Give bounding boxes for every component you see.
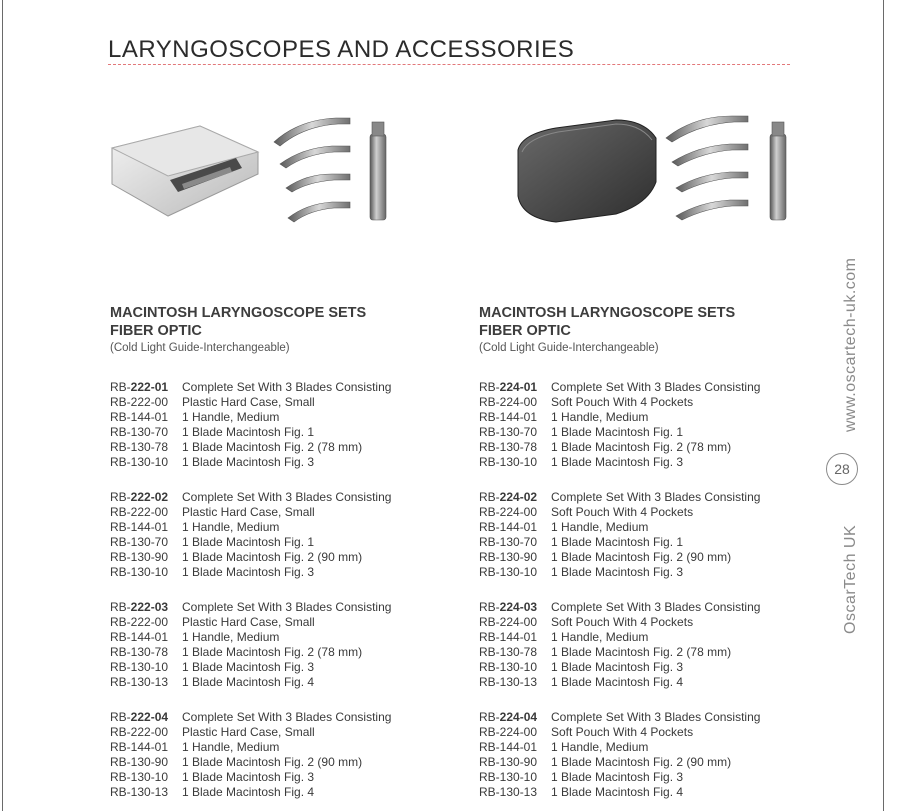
item-code [110, 660, 182, 675]
kit-row [479, 550, 809, 565]
kit-block [110, 600, 440, 690]
item-description: 1 Blade Macintosh Fig. 4 [551, 785, 684, 799]
item-code-prefix: RB-130-10 [479, 770, 538, 784]
kit-row [479, 770, 809, 785]
item-description: 1 Blade Macintosh Fig. 1 [182, 425, 315, 439]
item-code [110, 770, 182, 785]
kit-row [479, 455, 809, 470]
item-code-prefix: RB-130-90 [110, 550, 169, 564]
section-heading: MACINTOSH LARYNGOSCOPE SETS [110, 305, 367, 321]
kit-block [110, 380, 440, 470]
kit-row [479, 600, 809, 615]
item-code [479, 565, 551, 580]
item-description: 1 Blade Macintosh Fig. 3 [551, 770, 684, 784]
item-description: 1 Handle, Medium [551, 520, 649, 534]
item-code [479, 505, 551, 520]
kit-row [110, 615, 440, 630]
item-code [479, 725, 551, 740]
item-code-prefix: RB-222-00 [110, 725, 169, 739]
set-code: 224-04 [499, 710, 538, 724]
item-code-prefix: RB-130-13 [110, 675, 169, 689]
section-subheading: FIBER OPTIC [110, 323, 202, 339]
item-code [110, 410, 182, 425]
kit-row [479, 380, 809, 395]
kit-row [479, 490, 809, 505]
item-code-prefix: RB-130-78 [479, 440, 538, 454]
kit-row [479, 520, 809, 535]
kit-row [110, 505, 440, 520]
item-description: Soft Pouch With 4 Pockets [551, 505, 694, 519]
item-description: Complete Set With 3 Blades Consisting [551, 600, 761, 614]
item-code-prefix: RB-130-10 [479, 565, 538, 579]
kit-row [479, 505, 809, 520]
item-description: Plastic Hard Case, Small [182, 615, 315, 629]
item-description: 1 Blade Macintosh Fig. 2 (90 mm) [551, 755, 732, 769]
item-code-prefix: RB-130-78 [110, 440, 169, 454]
item-code [110, 755, 182, 770]
item-code [110, 710, 182, 725]
sidebar-website: www.oscartech-uk.com [842, 257, 859, 432]
item-code-prefix: RB-130-13 [479, 785, 538, 799]
item-code-prefix: RB-144-01 [110, 630, 169, 644]
item-description: Plastic Hard Case, Small [182, 505, 315, 519]
item-code-prefix: RB- [479, 710, 500, 724]
item-code [479, 425, 551, 440]
item-code-prefix: RB-144-01 [479, 520, 538, 534]
item-code [110, 565, 182, 580]
soft-pouch-set-image [516, 112, 816, 232]
item-description: 1 Blade Macintosh Fig. 2 (78 mm) [182, 440, 363, 454]
item-description: Soft Pouch With 4 Pockets [551, 395, 694, 409]
kit-row [479, 645, 809, 660]
item-description: 1 Blade Macintosh Fig. 1 [182, 535, 315, 549]
kit-row [110, 380, 440, 395]
item-code-prefix: RB-130-13 [110, 785, 169, 799]
item-code [479, 600, 551, 615]
item-code [479, 490, 551, 505]
item-description: 1 Handle, Medium [551, 630, 649, 644]
item-code [479, 550, 551, 565]
item-description: Complete Set With 3 Blades Consisting [551, 710, 761, 724]
kit-row [479, 615, 809, 630]
item-code-prefix: RB-224-00 [479, 395, 538, 409]
kit-row [110, 710, 440, 725]
kit-row [479, 660, 809, 675]
item-description: 1 Blade Macintosh Fig. 4 [551, 675, 684, 689]
item-code [110, 785, 182, 800]
item-description: 1 Blade Macintosh Fig. 3 [551, 660, 684, 674]
page-number: 28 [826, 453, 858, 485]
item-code-prefix: RB-224-00 [479, 505, 538, 519]
set-code: 222-02 [130, 490, 169, 504]
section-note: (Cold Light Guide-Interchangeable) [479, 342, 659, 354]
item-description: 1 Blade Macintosh Fig. 2 (78 mm) [551, 440, 732, 454]
kit-row [479, 395, 809, 410]
set-code: 224-02 [499, 490, 538, 504]
item-description: 1 Blade Macintosh Fig. 4 [182, 675, 315, 689]
item-description: Complete Set With 3 Blades Consisting [182, 710, 392, 724]
product-section-right [479, 304, 809, 800]
set-code: 224-01 [499, 380, 538, 394]
item-description: Complete Set With 3 Blades Consisting [182, 380, 392, 394]
item-code-prefix: RB-130-78 [479, 645, 538, 659]
item-description: 1 Handle, Medium [182, 410, 280, 424]
kit-row [479, 675, 809, 690]
item-description: 1 Blade Macintosh Fig. 3 [551, 455, 684, 469]
item-code [110, 395, 182, 410]
item-code-prefix: RB-130-70 [479, 425, 538, 439]
kit-block [479, 600, 809, 690]
item-description: 1 Blade Macintosh Fig. 3 [182, 660, 315, 674]
item-description: 1 Blade Macintosh Fig. 3 [182, 565, 315, 579]
kit-row [110, 520, 440, 535]
item-code [479, 440, 551, 455]
kit-row [479, 440, 809, 455]
kit-row [479, 535, 809, 550]
kit-row [110, 660, 440, 675]
kit-row [110, 740, 440, 755]
set-code: 222-04 [130, 710, 169, 724]
item-code [479, 455, 551, 470]
kit-row [110, 410, 440, 425]
hard-case-set-image [108, 112, 408, 232]
kit-row [110, 455, 440, 470]
kit-row [110, 675, 440, 690]
item-code-prefix: RB-144-01 [110, 520, 169, 534]
item-code [110, 740, 182, 755]
item-code-prefix: RB-130-10 [110, 660, 169, 674]
kit-row [110, 770, 440, 785]
item-code-prefix: RB-130-10 [110, 770, 169, 784]
item-code-prefix: RB-144-01 [110, 740, 169, 754]
item-code [479, 660, 551, 675]
item-description: 1 Blade Macintosh Fig. 3 [551, 565, 684, 579]
item-code-prefix: RB-130-10 [110, 565, 169, 579]
item-description: 1 Blade Macintosh Fig. 1 [551, 425, 684, 439]
kit-row [110, 490, 440, 505]
item-code [110, 425, 182, 440]
item-description: 1 Blade Macintosh Fig. 2 (78 mm) [182, 645, 363, 659]
kit-row [479, 565, 809, 580]
item-code-prefix: RB-130-70 [479, 535, 538, 549]
item-description: Soft Pouch With 4 Pockets [551, 725, 694, 739]
kit-row [110, 630, 440, 645]
item-code-prefix: RB-130-13 [479, 675, 538, 689]
item-code [110, 535, 182, 550]
item-code-prefix: RB-130-70 [110, 535, 169, 549]
item-code-prefix: RB-222-00 [110, 395, 169, 409]
kit-row [110, 725, 440, 740]
set-code: 224-03 [499, 600, 538, 614]
item-code [110, 490, 182, 505]
item-code-prefix: RB-130-10 [479, 660, 538, 674]
item-code [110, 615, 182, 630]
kit-row [479, 425, 809, 440]
item-code-prefix: RB-144-01 [479, 740, 538, 754]
item-code-prefix: RB-144-01 [479, 410, 538, 424]
kit-row [110, 785, 440, 800]
item-code-prefix: RB-224-00 [479, 725, 538, 739]
kit-row [479, 785, 809, 800]
kit-row [479, 710, 809, 725]
item-code-prefix: RB-130-90 [479, 550, 538, 564]
item-description: 1 Handle, Medium [182, 630, 280, 644]
item-code [110, 630, 182, 645]
item-description: Plastic Hard Case, Small [182, 395, 315, 409]
item-code-prefix: RB-130-78 [110, 645, 169, 659]
section-subheading: FIBER OPTIC [479, 323, 571, 339]
kit-row [110, 425, 440, 440]
item-code-prefix: RB-130-90 [479, 755, 538, 769]
item-code [110, 675, 182, 690]
page-title: LARYNGOSCOPES AND ACCESSORIES [108, 36, 575, 64]
item-description: 1 Blade Macintosh Fig. 2 (78 mm) [551, 645, 732, 659]
set-code: 222-03 [130, 600, 169, 614]
item-code-prefix: RB-144-01 [479, 630, 538, 644]
item-code [479, 645, 551, 660]
item-code [110, 440, 182, 455]
kit-row [110, 645, 440, 660]
item-description: 1 Blade Macintosh Fig. 4 [182, 785, 315, 799]
item-description: 1 Blade Macintosh Fig. 1 [551, 535, 684, 549]
item-code-prefix: RB- [479, 600, 500, 614]
kit-row [479, 725, 809, 740]
item-code-prefix: RB-144-01 [110, 410, 169, 424]
kit-row [479, 755, 809, 770]
kit-row [110, 440, 440, 455]
item-code-prefix: RB-130-10 [479, 455, 538, 469]
item-description: 1 Blade Macintosh Fig. 3 [182, 770, 315, 784]
kit-row [110, 600, 440, 615]
item-code [110, 645, 182, 660]
item-code [110, 520, 182, 535]
kit-block [479, 490, 809, 580]
item-code [479, 395, 551, 410]
item-code [479, 615, 551, 630]
item-description: Complete Set With 3 Blades Consisting [182, 600, 392, 614]
item-code [110, 505, 182, 520]
kit-block [110, 490, 440, 580]
kit-row [479, 410, 809, 425]
sidebar-brand: OscarTech UK [842, 524, 859, 634]
item-description: Complete Set With 3 Blades Consisting [551, 380, 761, 394]
kit-block [110, 710, 440, 800]
kit-row [110, 535, 440, 550]
item-code-prefix: RB-130-10 [110, 455, 169, 469]
kit-row [110, 755, 440, 770]
item-code [479, 710, 551, 725]
item-description: Complete Set With 3 Blades Consisting [182, 490, 392, 504]
item-code [110, 600, 182, 615]
kit-row [110, 565, 440, 580]
item-description: 1 Blade Macintosh Fig. 3 [182, 455, 315, 469]
kit-list [110, 380, 440, 800]
item-description: 1 Handle, Medium [182, 520, 280, 534]
item-code [479, 675, 551, 690]
item-code [479, 380, 551, 395]
item-code [110, 380, 182, 395]
kit-row [110, 550, 440, 565]
section-heading: MACINTOSH LARYNGOSCOPE SETS [479, 305, 736, 321]
item-code [479, 785, 551, 800]
item-code [479, 410, 551, 425]
item-code-prefix: RB-130-70 [110, 425, 169, 439]
item-code-prefix: RB-224-00 [479, 615, 538, 629]
item-code-prefix: RB- [110, 380, 131, 394]
item-code-prefix: RB-222-00 [110, 505, 169, 519]
product-section-left [110, 304, 440, 800]
title-divider [108, 64, 790, 65]
kit-row [110, 395, 440, 410]
section-note: (Cold Light Guide-Interchangeable) [110, 342, 290, 354]
item-code [479, 630, 551, 645]
kit-row [479, 740, 809, 755]
item-code [110, 725, 182, 740]
item-description: Complete Set With 3 Blades Consisting [551, 490, 761, 504]
item-description: 1 Handle, Medium [551, 410, 649, 424]
item-description: 1 Blade Macintosh Fig. 2 (90 mm) [182, 755, 363, 769]
item-code [479, 520, 551, 535]
kit-list [479, 380, 809, 800]
item-code [479, 740, 551, 755]
kit-row [479, 630, 809, 645]
item-code-prefix: RB- [110, 600, 131, 614]
item-description: 1 Blade Macintosh Fig. 2 (90 mm) [551, 550, 732, 564]
kit-block [479, 380, 809, 470]
kit-block [479, 710, 809, 800]
item-description: 1 Handle, Medium [182, 740, 280, 754]
item-code-prefix: RB-130-90 [110, 755, 169, 769]
item-code-prefix: RB- [110, 490, 131, 504]
item-code [479, 770, 551, 785]
item-description: 1 Handle, Medium [551, 740, 649, 754]
set-code: 222-01 [130, 380, 169, 394]
item-code-prefix: RB-222-00 [110, 615, 169, 629]
item-code-prefix: RB- [479, 490, 500, 504]
item-code-prefix: RB- [110, 710, 131, 724]
item-code [110, 455, 182, 470]
item-code [110, 550, 182, 565]
item-description: 1 Blade Macintosh Fig. 2 (90 mm) [182, 550, 363, 564]
item-code [479, 755, 551, 770]
item-description: Soft Pouch With 4 Pockets [551, 615, 694, 629]
item-code [479, 535, 551, 550]
item-code-prefix: RB- [479, 380, 500, 394]
item-description: Plastic Hard Case, Small [182, 725, 315, 739]
